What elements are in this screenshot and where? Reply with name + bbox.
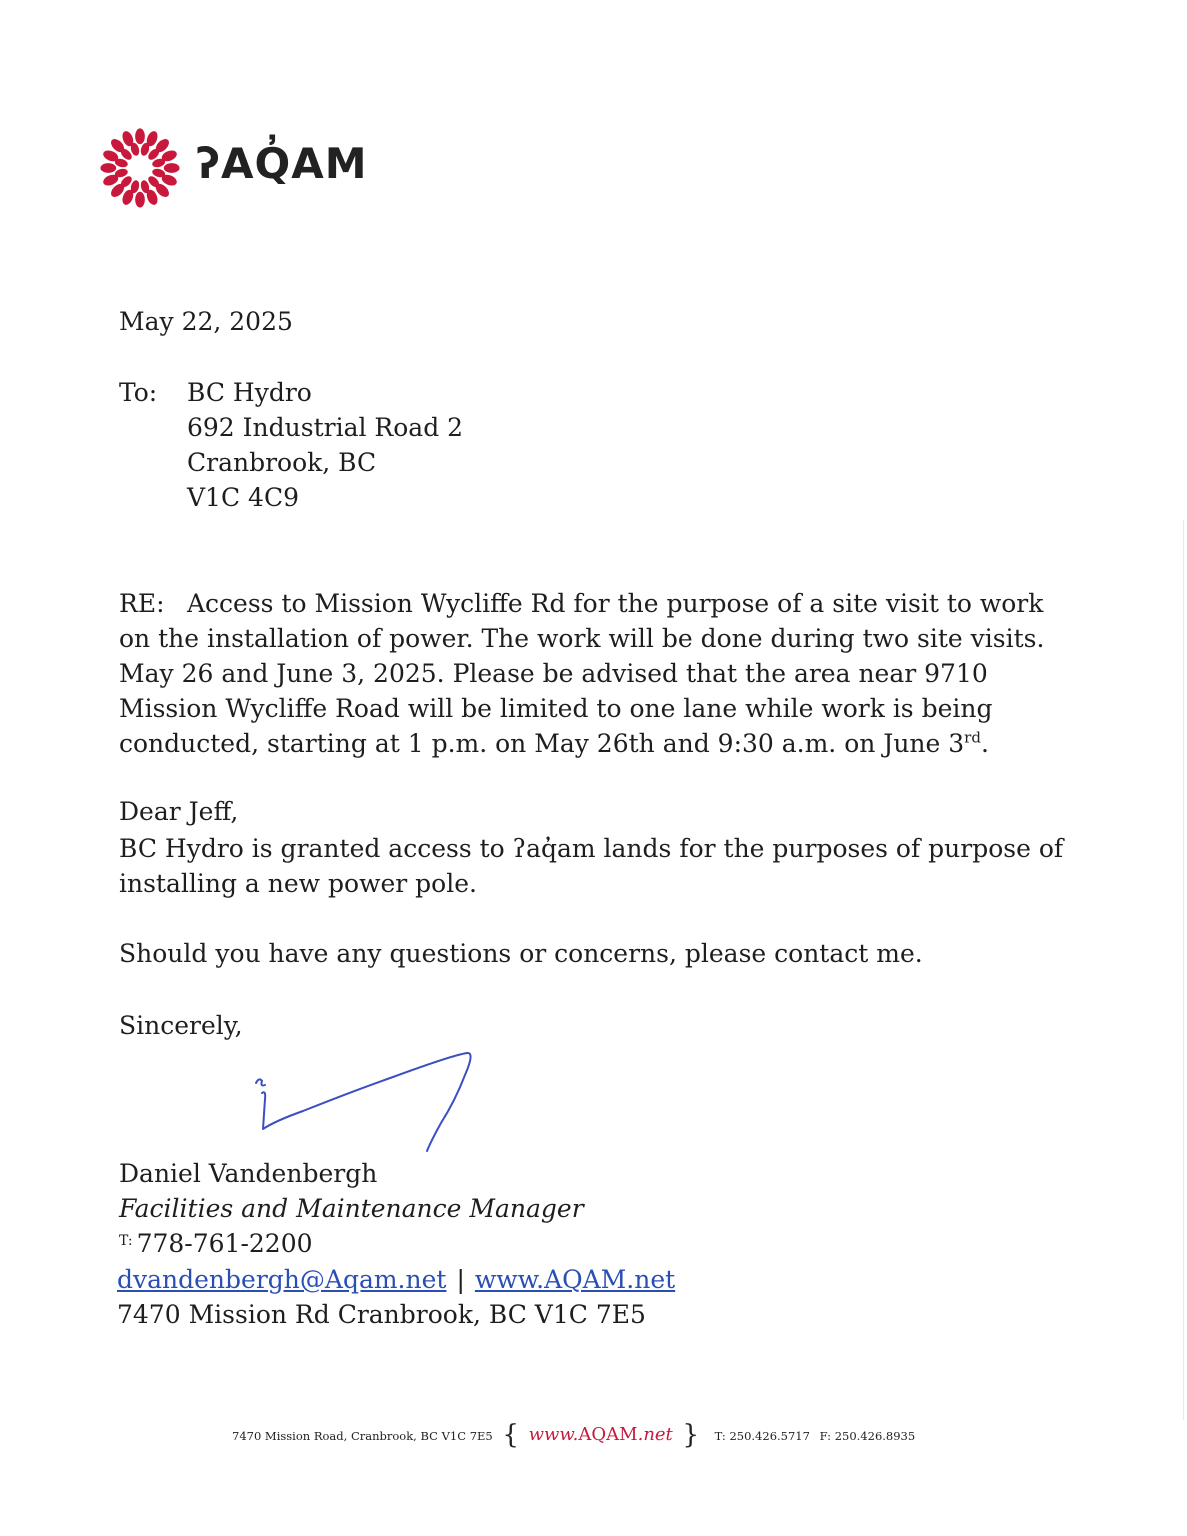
- brand-name: ʔAQ̓AM: [196, 139, 368, 188]
- body-line: BC Hydro is granted access to ʔaq̓am lands for the purposes of purpose of: [119, 834, 1064, 863]
- body-paragraph: [119, 831, 1063, 901]
- re-line: Access to Mission Wycliffe Rd for the purpose of a site visit to work: [187, 589, 1044, 618]
- recipient-line: V1C 4C9: [187, 483, 299, 512]
- signer-title: Facilities and Maintenance Manager: [119, 1194, 584, 1223]
- footer-web-prefix: www.: [528, 1424, 579, 1445]
- ordinal-suffix: rd: [964, 728, 981, 747]
- left-brace-icon: {: [502, 1420, 519, 1450]
- re-last-text: conducted, starting at 1 p.m. on May 26th and 9:30 a.m. on June 3: [119, 729, 965, 758]
- link-separator: |: [456, 1265, 465, 1294]
- letter-date: May 22, 2025: [119, 307, 293, 336]
- footer-web-domain: AQAM: [578, 1424, 638, 1445]
- recipient-line: Cranbrook, BC: [187, 448, 377, 477]
- right-brace-icon: }: [682, 1420, 699, 1450]
- signer-links: [117, 1262, 675, 1297]
- scan-edge-line: [1183, 520, 1184, 1420]
- recipient-address: [187, 375, 463, 515]
- footer-website: [529, 1424, 673, 1445]
- sign-off: Sincerely,: [119, 1011, 243, 1040]
- recipient-line: 692 Industrial Road 2: [187, 413, 464, 442]
- re-line: Mission Wycliffe Road will be limited to one lane while work is being: [119, 694, 993, 723]
- footer-address: 7470 Mission Road, Cranbrook, BC V1C 7E5: [232, 1429, 493, 1443]
- footer-phone-label: T:: [714, 1429, 726, 1443]
- recipient-line: BC Hydro: [187, 378, 312, 407]
- re-line-last: [119, 726, 1044, 761]
- phone-number: 778-761-2200: [136, 1229, 313, 1258]
- re-paragraph: [119, 586, 1044, 761]
- handwritten-signature: [240, 1015, 500, 1165]
- signer-address: 7470 Mission Rd Cranbrook, BC V1C 7E5: [117, 1300, 646, 1329]
- footer-fax-label: F:: [819, 1429, 832, 1443]
- closing-question: Should you have any questions or concerns, please contact me.: [119, 939, 923, 968]
- re-line: May 26 and June 3, 2025. Please be advised that the area near 9710: [119, 659, 988, 688]
- re-label: RE:: [119, 589, 165, 618]
- re-last-period: .: [980, 729, 989, 758]
- red-flower-logo-icon: [96, 124, 184, 212]
- footer-fax: 250.426.8935: [834, 1429, 916, 1443]
- footer-phone: 250.426.5717: [729, 1429, 810, 1443]
- signer-phone: [119, 1226, 313, 1261]
- footer-web-suffix: .net: [637, 1424, 673, 1445]
- letterhead-footer: [232, 1420, 915, 1452]
- greeting: Dear Jeff,: [119, 797, 239, 826]
- re-line: on the installation of power. The work will be done during two site visits.: [119, 624, 1045, 653]
- email-link[interactable]: dvandenbergh@Aqam.net: [117, 1265, 447, 1294]
- signer-name: Daniel Vandenbergh: [119, 1159, 378, 1188]
- phone-label: T:: [119, 1233, 133, 1249]
- to-label: To:: [119, 378, 158, 407]
- website-link[interactable]: www.AQAM.net: [474, 1265, 676, 1294]
- body-line: installing a new power pole.: [119, 869, 477, 898]
